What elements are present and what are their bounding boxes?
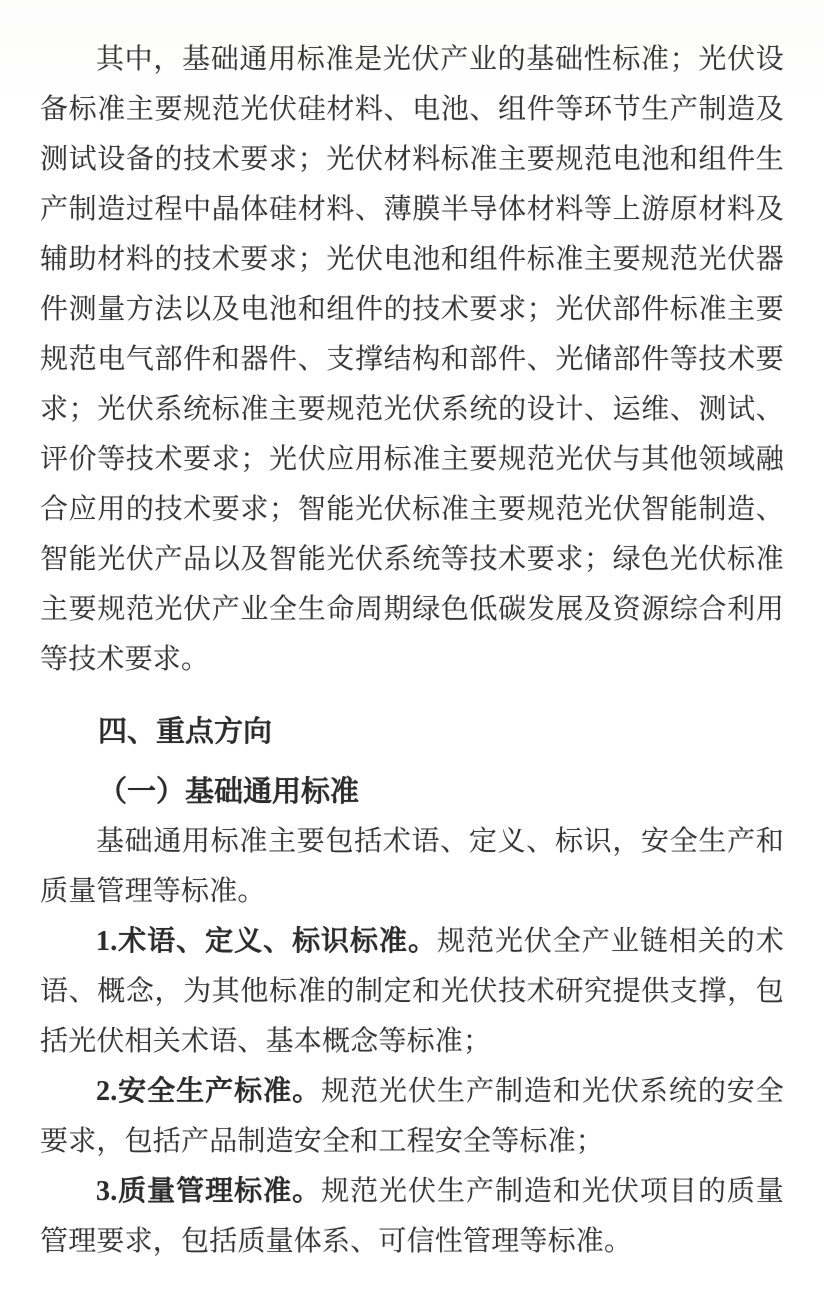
subsection-heading: （一）基础通用标准 — [98, 776, 360, 808]
numbered-item-3 — [40, 1167, 784, 1267]
intro-paragraph: 其中，基础通用标准是光伏产业的基础性标准；光伏设备标准主要规范光伏硅材料、电池、组件等环节生产制造及测试设备的技术要求；光伏材料标准主要规范电池和组件生产制造过程中晶体硅材料、薄膜半导体材料等上游原材料及辅助材料的技术要求；光伏电池和组件标准主要规范光伏器件测量方法以及电池和组件的技术要求；光伏部件标准主要规范电气部件和器件、支撑结构和部件、光储部件等技术要求；光伏系统标准主要规范光伏系统的设计、运维、测试、评价等技术要求；光伏应用标准主要规范光伏与其他领域融合应用的技术要求；智能光伏标准主要规范光伏智能制造、智能光伏产品以及智能光伏系统等技术要求；绿色光伏标准主要规范光伏产业全生命周期绿色低碳发展及资源综合利用等技术要求。 — [40, 44, 784, 675]
section-heading: 四、重点方向 — [98, 716, 273, 748]
numbered-item-2-label: 2.安全生产标准。 — [96, 1076, 322, 1107]
numbered-item-2 — [40, 1067, 784, 1167]
numbered-item-1 — [40, 917, 784, 1067]
numbered-item-1-label: 1.术语、定义、标识标准。 — [96, 926, 437, 957]
numbered-item-1-text: 规范光伏全产业链相关的术语、概念，为其他标准的制定和光伏技术研究提供支撑，包括光伏相关术语、基本概念等标准； — [40, 926, 784, 1057]
subsection-intro-paragraph: 基础通用标准主要包括术语、定义、标识，安全生产和质量管理等标准。 — [40, 826, 784, 907]
numbered-item-3-label: 3.质量管理标准。 — [96, 1176, 322, 1207]
numbered-item-3-text: 规范光伏生产制造和光伏项目的质量管理要求，包括质量体系、可信性管理等标准。 — [40, 1176, 784, 1257]
numbered-item-2-text: 规范光伏生产制造和光伏系统的安全要求，包括产品制造安全和工程安全等标准； — [40, 1076, 784, 1157]
